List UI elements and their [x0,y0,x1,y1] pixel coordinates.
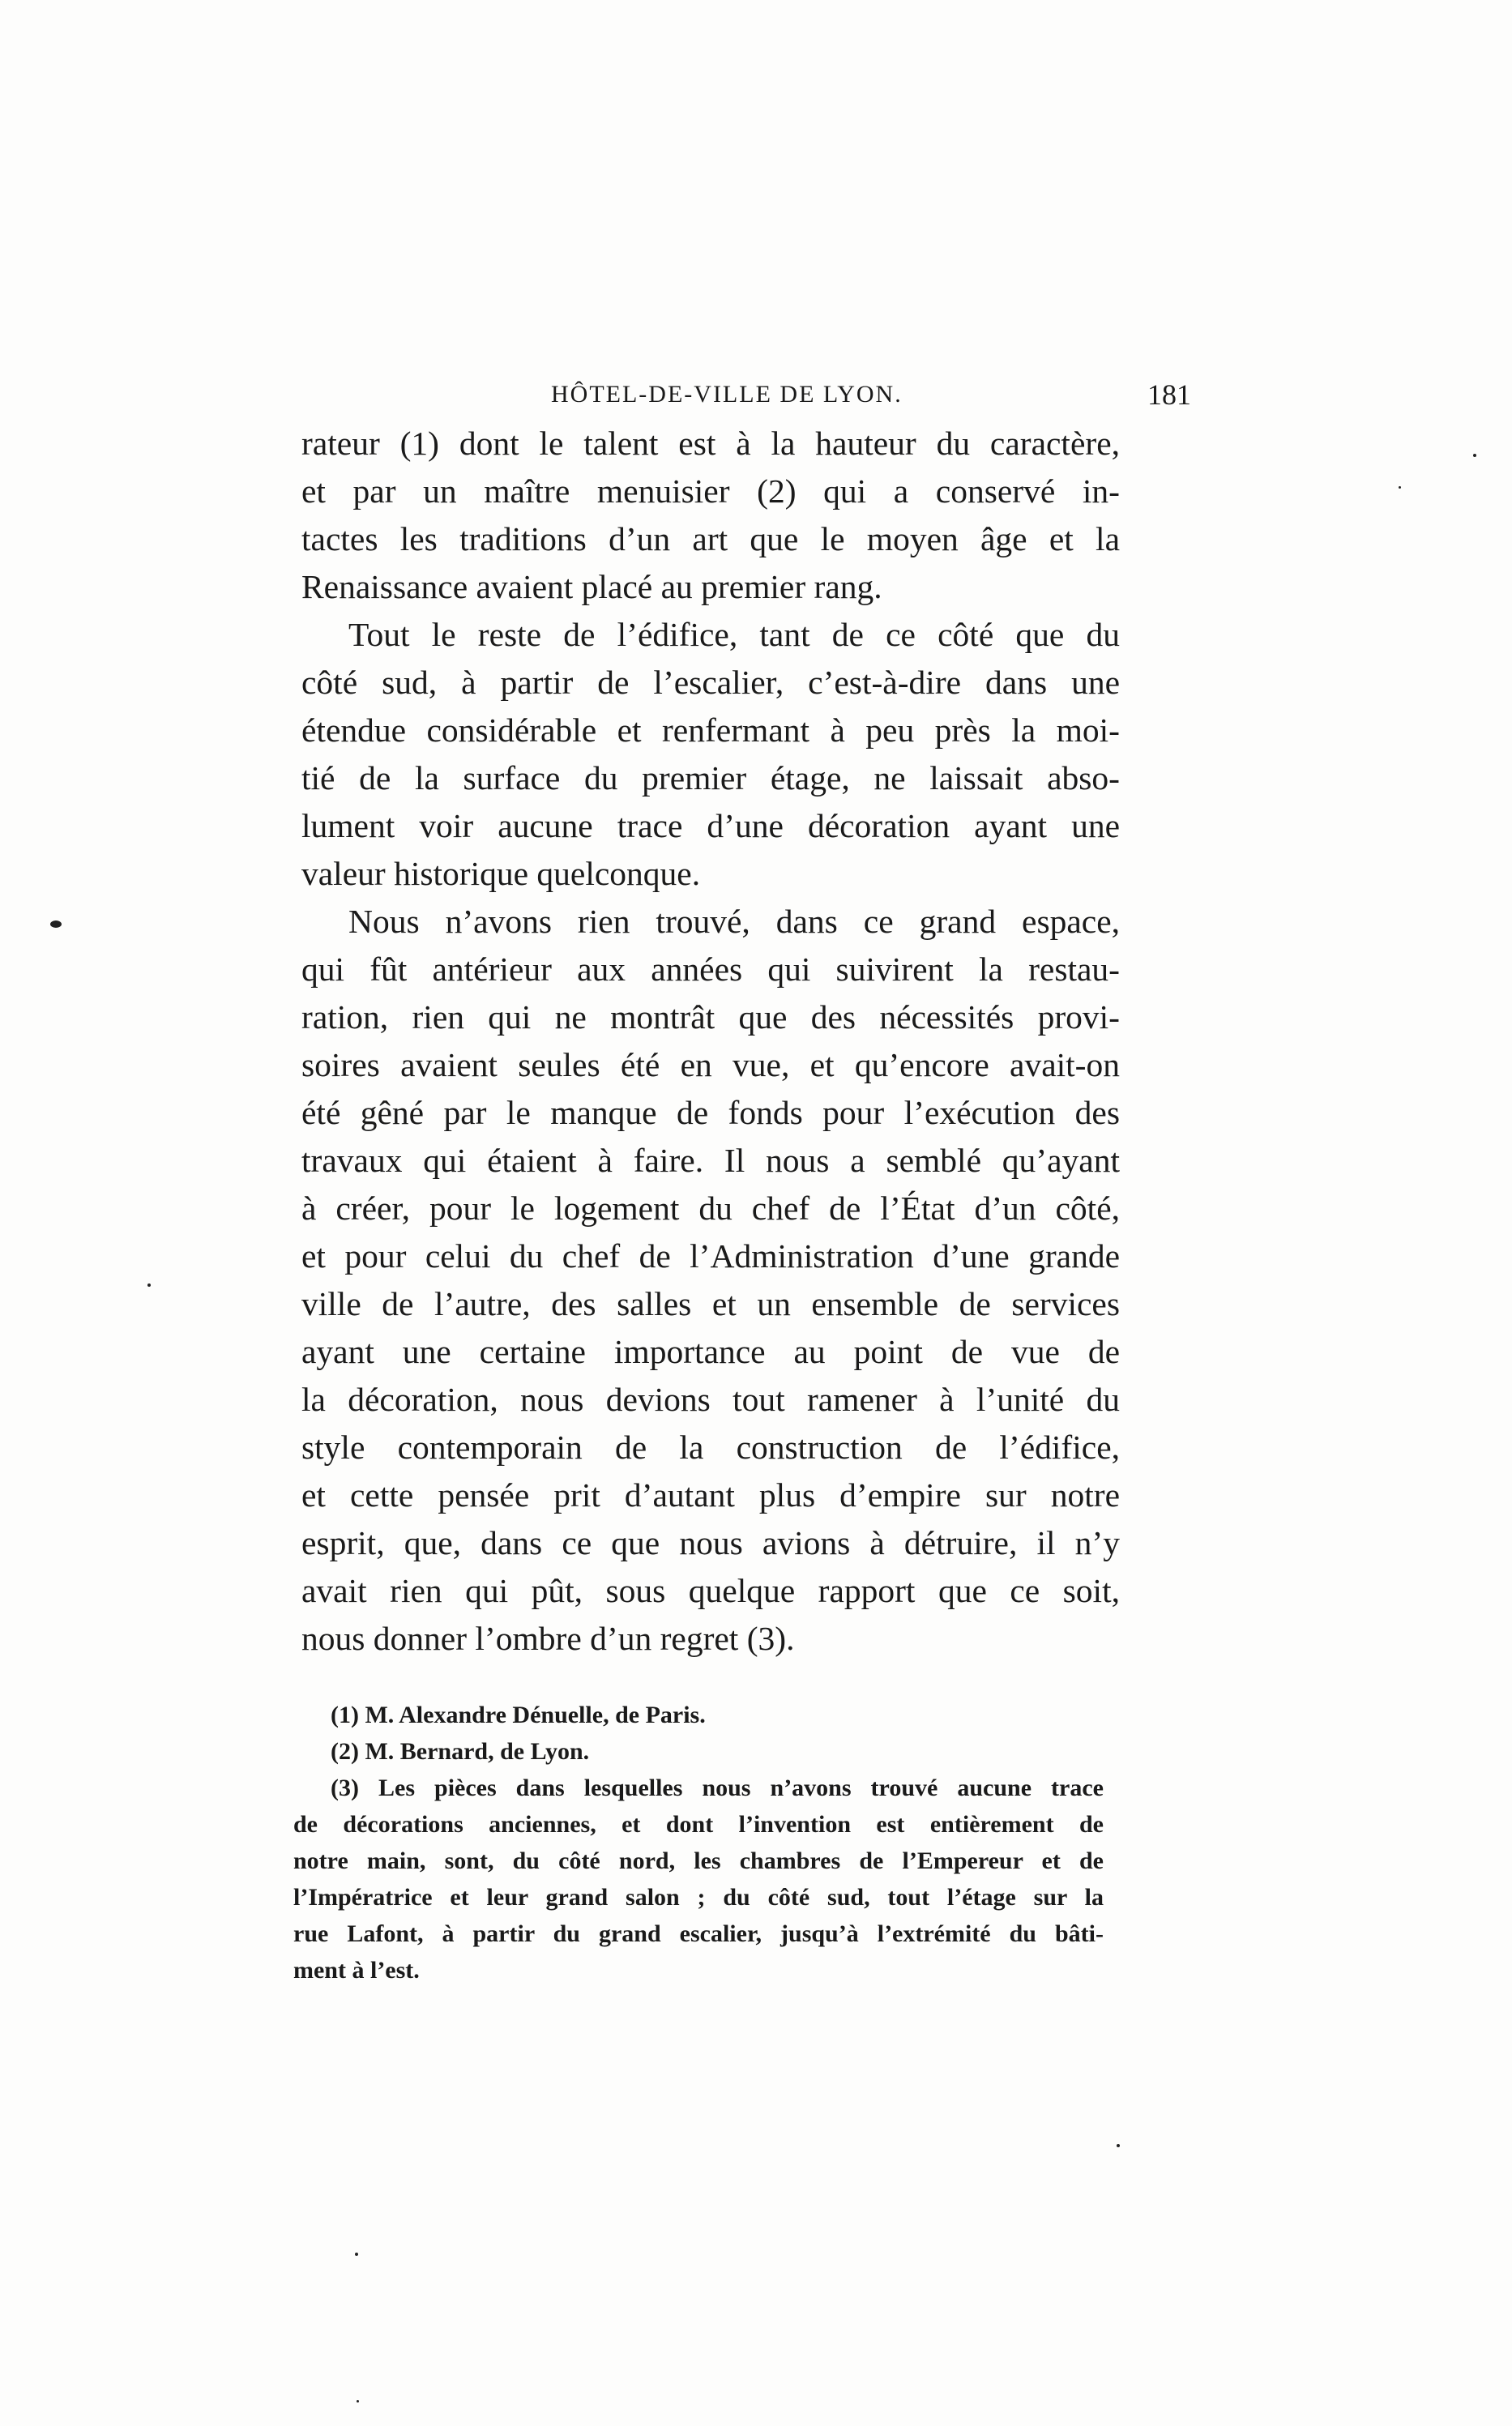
text-line: étendue considérable et renfermant à peu près la moi- [301,711,1120,749]
running-title: HÔTEL-DE-VILLE DE LYON. [551,381,903,408]
text-line: soires avaient seules été en vue, et qu’encore avait-on [301,1046,1120,1083]
footnote-line: de décorations anciennes, et dont l’invention est entièrement de [293,1811,1104,1838]
ink-speck [50,920,62,928]
text-line: ville de l’autre, des salles et un ensemble de services [301,1285,1120,1322]
footnote-line: notre main, sont, du côté nord, les chambres de l’Empereur et de [293,1847,1104,1874]
text-line: esprit, que, dans ce que nous avions à détruire, il n’y [301,1524,1120,1561]
text-line: nous donner l’ombre d’un regret (3). [301,1620,795,1657]
body-text [301,420,1120,1663]
text-line: ration, rien qui ne montrât que des nécessités provi- [301,998,1120,1036]
text-line: et cette pensée prit d’autant plus d’empire sur notre [301,1476,1120,1514]
text-line: style contemporain de la construction de l’édifice, [301,1429,1120,1466]
text-line: travaux qui étaient à faire. Il nous a semblé qu’ayant [301,1142,1120,1179]
text-line: lument voir aucune trace d’une décoration ayant une [301,807,1120,844]
footnote-2: (2) M. Bernard, de Lyon. [331,1738,590,1765]
text-line: Renaissance avaient placé au premier rang. [301,568,882,605]
text-line: tactes les traditions d’un art que le moyen âge et la [301,520,1120,557]
page-number: 181 [1147,378,1191,411]
ink-speck [147,1283,151,1287]
ink-speck [1399,486,1401,489]
footnote-3: (3) Les pièces dans lesquelles nous n’avons trouvé aucune trace [331,1775,1104,1801]
text-line: et par un maître menuisier (2) qui a conservé in- [301,472,1120,510]
text-line: valeur historique quelconque. [301,855,701,892]
ink-speck [357,2400,359,2403]
text-line: et pour celui du chef de l’Administration d’une grande [301,1237,1120,1275]
paragraph-start-line: Nous n’avons rien trouvé, dans ce grand espace, [348,903,1120,940]
paragraph-start-line: Tout le reste de l’édifice, tant de ce côté que du [348,616,1120,653]
text-line: la décoration, nous devions tout ramener à l’unité du [301,1381,1120,1418]
text-line: tié de la surface du premier étage, ne laissait abso- [301,759,1120,797]
text-line: avait rien qui pût, sous quelque rapport que ce soit, [301,1572,1120,1609]
footnote-line: ment à l’est. [293,1957,420,1984]
ink-speck [355,2253,358,2256]
text-line: qui fût antérieur aux années qui suivirent la restau- [301,950,1120,988]
footnote-line: l’Impératrice et leur grand salon ; du côté sud, tout l’étage sur la [293,1884,1104,1911]
text-line: été gêné par le manque de fonds pour l’exécution des [301,1094,1120,1131]
footnote-1: (1) M. Alexandre Dénuelle, de Paris. [331,1702,706,1728]
text-line: côté sud, à partir de l’escalier, c’est-à-dire dans une [301,664,1120,701]
text-line: rateur (1) dont le talent est à la hauteur du caractère, [301,425,1120,462]
text-line: ayant une certaine importance au point de vue de [301,1333,1120,1370]
page-header [316,378,1191,420]
ink-speck [1117,2144,1120,2147]
footnote-line: rue Lafont, à partir du grand escalier, jusqu’à l’extrémité du bâti- [293,1920,1104,1947]
ink-speck [1473,454,1476,457]
footnotes [293,1697,1104,1988]
text-line: à créer, pour le logement du chef de l’État d’un côté, [301,1190,1120,1227]
